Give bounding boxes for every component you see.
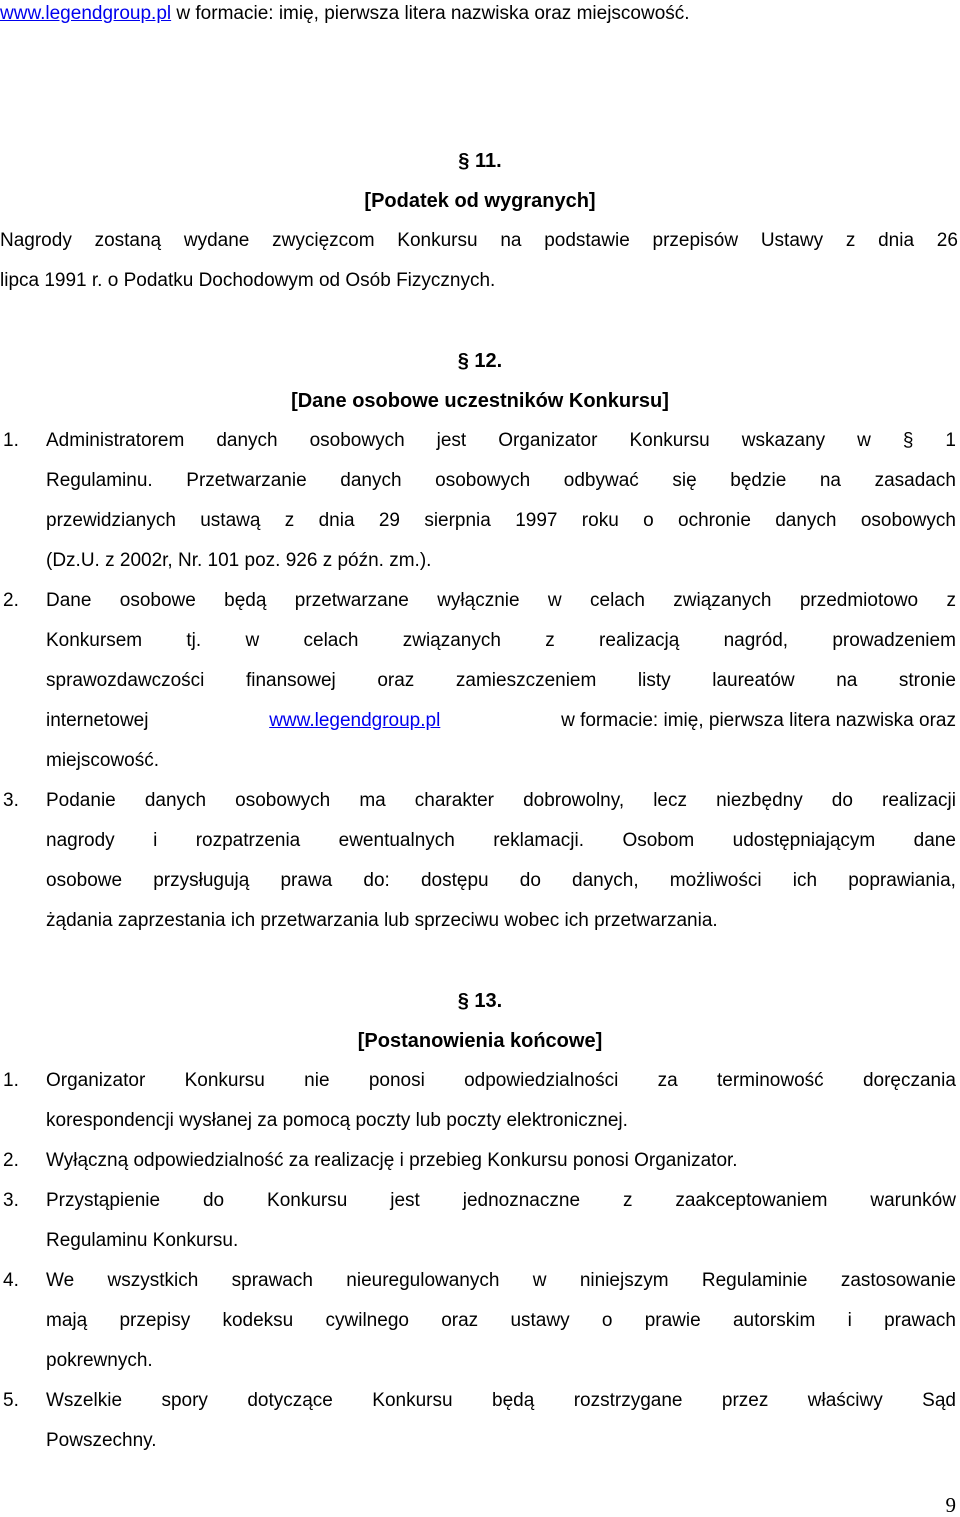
word: właściwy [807,1390,883,1411]
legendgroup-link-top[interactable]: www.legendgroup.pl [0,3,172,24]
word: Konkursem [46,630,143,651]
word: rozpatrzenia [195,830,301,851]
s12-item-2-link-line [46,709,956,733]
word: i [153,830,158,851]
s13-item-2-number: 2. [3,1150,19,1171]
word: osobowych [435,470,531,491]
s12-item-2-line-2 [46,629,956,653]
page-number: 9 [945,1493,956,1517]
word: nie [304,1070,330,1091]
s13-item-5-line-1 [46,1389,956,1413]
s13-item-3-line-2: Regulaminu Konkursu. [46,1230,239,1251]
word: za [657,1070,678,1091]
word: ponosi [368,1070,425,1091]
section-11-number: § 11. [458,150,502,172]
word: danych [216,430,278,451]
word: będą [224,590,267,611]
s13-item-2-line-1: Wyłączną odpowiedzialność za realizację i przebieg Konkursu ponosi Organizator. [46,1150,738,1171]
s12-item-3-line-2 [46,829,956,853]
word: stronie [898,670,956,691]
section-11-title: [Podatek od wygranych] [364,190,596,212]
word: sprawach [231,1270,313,1291]
word: spory [161,1390,208,1411]
word: poprawiania, [848,870,956,891]
s13-item-5-line-2: Powszechny. [46,1430,157,1451]
word: dnia [878,230,915,251]
word: nieuregulowanych [346,1270,500,1291]
word: osobowych [309,430,405,451]
s12-item-2-last-line: miejscowość. [46,750,159,771]
word: danych [144,790,207,811]
word: oraz [441,1310,479,1331]
top-line [0,2,690,26]
word: celach [590,590,645,611]
section-13-number: § 13. [457,990,503,1012]
word: z [946,590,956,611]
word: Konkursu [629,430,710,451]
s12-item-1-number: 1. [3,430,19,451]
word: w [245,630,260,651]
word: 29 [378,510,400,531]
word: dobrowolny, [523,790,625,811]
word: oraz [377,670,415,691]
word: przysługują [153,870,250,891]
word: cywilnego [325,1310,409,1331]
word: zwycięzcom [272,230,375,251]
s13-item-3-number: 3. [3,1190,19,1211]
word: możliwości [669,870,762,891]
s13-item-1-number: 1. [3,1070,19,1091]
s12-item-2-line-3 [46,669,956,693]
word: Konkursu [372,1390,453,1411]
word: Konkursu [184,1070,265,1091]
s13-item-1-line-1 [46,1069,956,1093]
word: do [831,790,853,811]
word: ustawy [510,1310,570,1331]
word: zaakceptowaniem [675,1190,828,1211]
word: na [819,470,841,491]
s12-item-3-number: 3. [3,790,19,811]
section-11-line-1 [0,229,958,253]
word: danych, [572,870,639,891]
word: terminowość [717,1070,824,1091]
word: zostaną [94,230,162,251]
word: osobowe [46,870,123,891]
word: sierpnia [424,510,491,531]
word: przepisy [119,1310,191,1331]
section-12-number: § 12. [457,350,503,372]
word: We [46,1270,75,1291]
s12-item-1-line-2 [46,469,956,493]
word: przewidzianych [46,510,176,531]
word: zasadach [874,470,956,491]
word: realizacją [599,630,680,651]
word: dotyczące [247,1390,333,1411]
word: 26 [936,230,958,251]
s13-item-4-line-1 [46,1269,956,1293]
word: związanych [673,590,772,611]
word: jednoznaczne [462,1190,581,1211]
word: będą [492,1390,535,1411]
s12-item-2-link-post: w formacie: imię, pierwsza litera nazwiska oraz [555,710,956,731]
word: Podanie [46,790,116,811]
word: odbywać [563,470,639,491]
word: danych [340,470,402,491]
word: w [547,590,562,611]
word: sprawozdawczości [46,670,205,691]
word: Regulaminie [701,1270,808,1291]
word: ochronie [678,510,751,531]
word: Dane [46,590,92,611]
word: przedmiotowo [799,590,919,611]
word: na [500,230,522,251]
word: Przystąpienie [46,1190,161,1211]
word: laureatów [712,670,795,691]
word: lecz [653,790,687,811]
word: ustawą [200,510,261,531]
word: z [845,230,856,251]
word: Administratorem [46,430,185,451]
word: z [284,510,295,531]
s13-item-3-line-1 [46,1189,956,1213]
s12-item-1-line-3 [46,509,956,533]
s12-item-2-line-1 [46,589,956,613]
word: warunków [870,1190,956,1211]
word: z [622,1190,633,1211]
word: roku [581,510,619,531]
word: 1997 [515,510,558,531]
s12-item-2-link-pre: internetowej [46,710,154,731]
s13-item-4-line-2 [46,1309,956,1333]
word: związanych [402,630,501,651]
s13-item-4-number: 4. [3,1270,19,1291]
word: mają [46,1310,88,1331]
word: ich [792,870,818,891]
word: osobowe [119,590,196,611]
word: w [532,1270,547,1291]
word: się [672,470,697,491]
word: Osobom [622,830,695,851]
word: przetwarzane [294,590,409,611]
word: będzie [730,470,787,491]
word: i [847,1310,852,1331]
word: jest [390,1190,420,1211]
word: z [545,630,555,651]
word: o [643,510,654,531]
top-line-text: w formacie: imię, pierwsza litera nazwiska oraz miejscowość. [171,3,690,24]
word: niniejszym [579,1270,669,1291]
word: Nagrody [0,230,72,251]
word: autorskim [732,1310,816,1331]
word: celach [303,630,359,651]
word: danych [775,510,837,531]
word: dane [913,830,956,851]
word: osobowych [860,510,956,531]
word: reklamacji. [493,830,585,851]
word: realizacji [882,790,956,811]
word: zastosowanie [840,1270,956,1291]
section-13-title: [Postanowienia końcowe] [357,1030,603,1052]
s13-item-1-line-2: korespondencji wysłanej za pomocą poczty lub poczty elektronicznej. [46,1110,628,1131]
word: o [601,1310,613,1331]
word: przepisów [652,230,739,251]
legendgroup-link[interactable]: www.legendgroup.pl [269,710,441,731]
s12-item-1-line-4: (Dz.U. z 2002r, Nr. 101 poz. 926 z późn. zm.). [46,550,432,571]
word: tj. [186,630,202,651]
word: nagród, [723,630,789,651]
section-11-line-2: lipca 1991 r. o Podatku Dochodowym od Osób Fizycznych. [0,270,496,291]
word: nagrody [46,830,115,851]
word: jest [436,430,467,451]
word: Przetwarzanie [186,470,307,491]
s12-item-3-line-1 [46,789,956,813]
word: dostępu [420,870,489,891]
word: ewentualnych [338,830,455,851]
word: finansowej [245,670,336,691]
word: Sąd [922,1390,956,1411]
section-12-title: [Dane osobowe uczestników Konkursu] [291,390,669,412]
word: Konkursu [267,1190,348,1211]
word: listy [637,670,671,691]
word: ma [359,790,386,811]
word: wszystkich [107,1270,199,1291]
word: podstawie [544,230,630,251]
s12-item-1-line-1 [46,429,956,453]
word: dnia [318,510,355,531]
s12-item-3-line-3 [46,869,956,893]
word: zamieszczeniem [455,670,597,691]
word: Ustawy [760,230,824,251]
word: prawa [280,870,333,891]
word: przez [721,1390,769,1411]
word: 1 [945,430,956,451]
word: prawie [644,1310,701,1331]
word: doręczania [862,1070,956,1091]
word: § [902,430,914,451]
s13-item-4-line-3: pokrewnych. [46,1350,153,1371]
word: odpowiedzialności [464,1070,619,1091]
word: wskazany [741,430,826,451]
word: do [519,870,541,891]
word: w [857,430,871,451]
word: charakter [414,790,494,811]
word: Regulaminu. [46,470,153,491]
word: udostępniającym [732,830,876,851]
word: rozstrzygane [573,1390,683,1411]
word: osobowych [235,790,331,811]
word: Organizator [46,1070,146,1091]
word: do: [363,870,390,891]
word: Konkursu [397,230,478,251]
s12-item-2-number: 2. [3,590,19,611]
word: Wszelkie [46,1390,123,1411]
word: prawach [884,1310,956,1331]
s12-item-3-line-4: żądania zaprzestania ich przetwarzania lub sprzeciwu wobec ich przetwarzania. [46,910,718,931]
word: niezbędny [716,790,803,811]
s13-item-5-number: 5. [3,1390,19,1411]
word: do [202,1190,225,1211]
word: wydane [183,230,250,251]
word: wyłącznie [437,590,520,611]
word: kodeksu [222,1310,294,1331]
word: Organizator [498,430,598,451]
word: na [836,670,858,691]
word: prowadzeniem [832,630,956,651]
